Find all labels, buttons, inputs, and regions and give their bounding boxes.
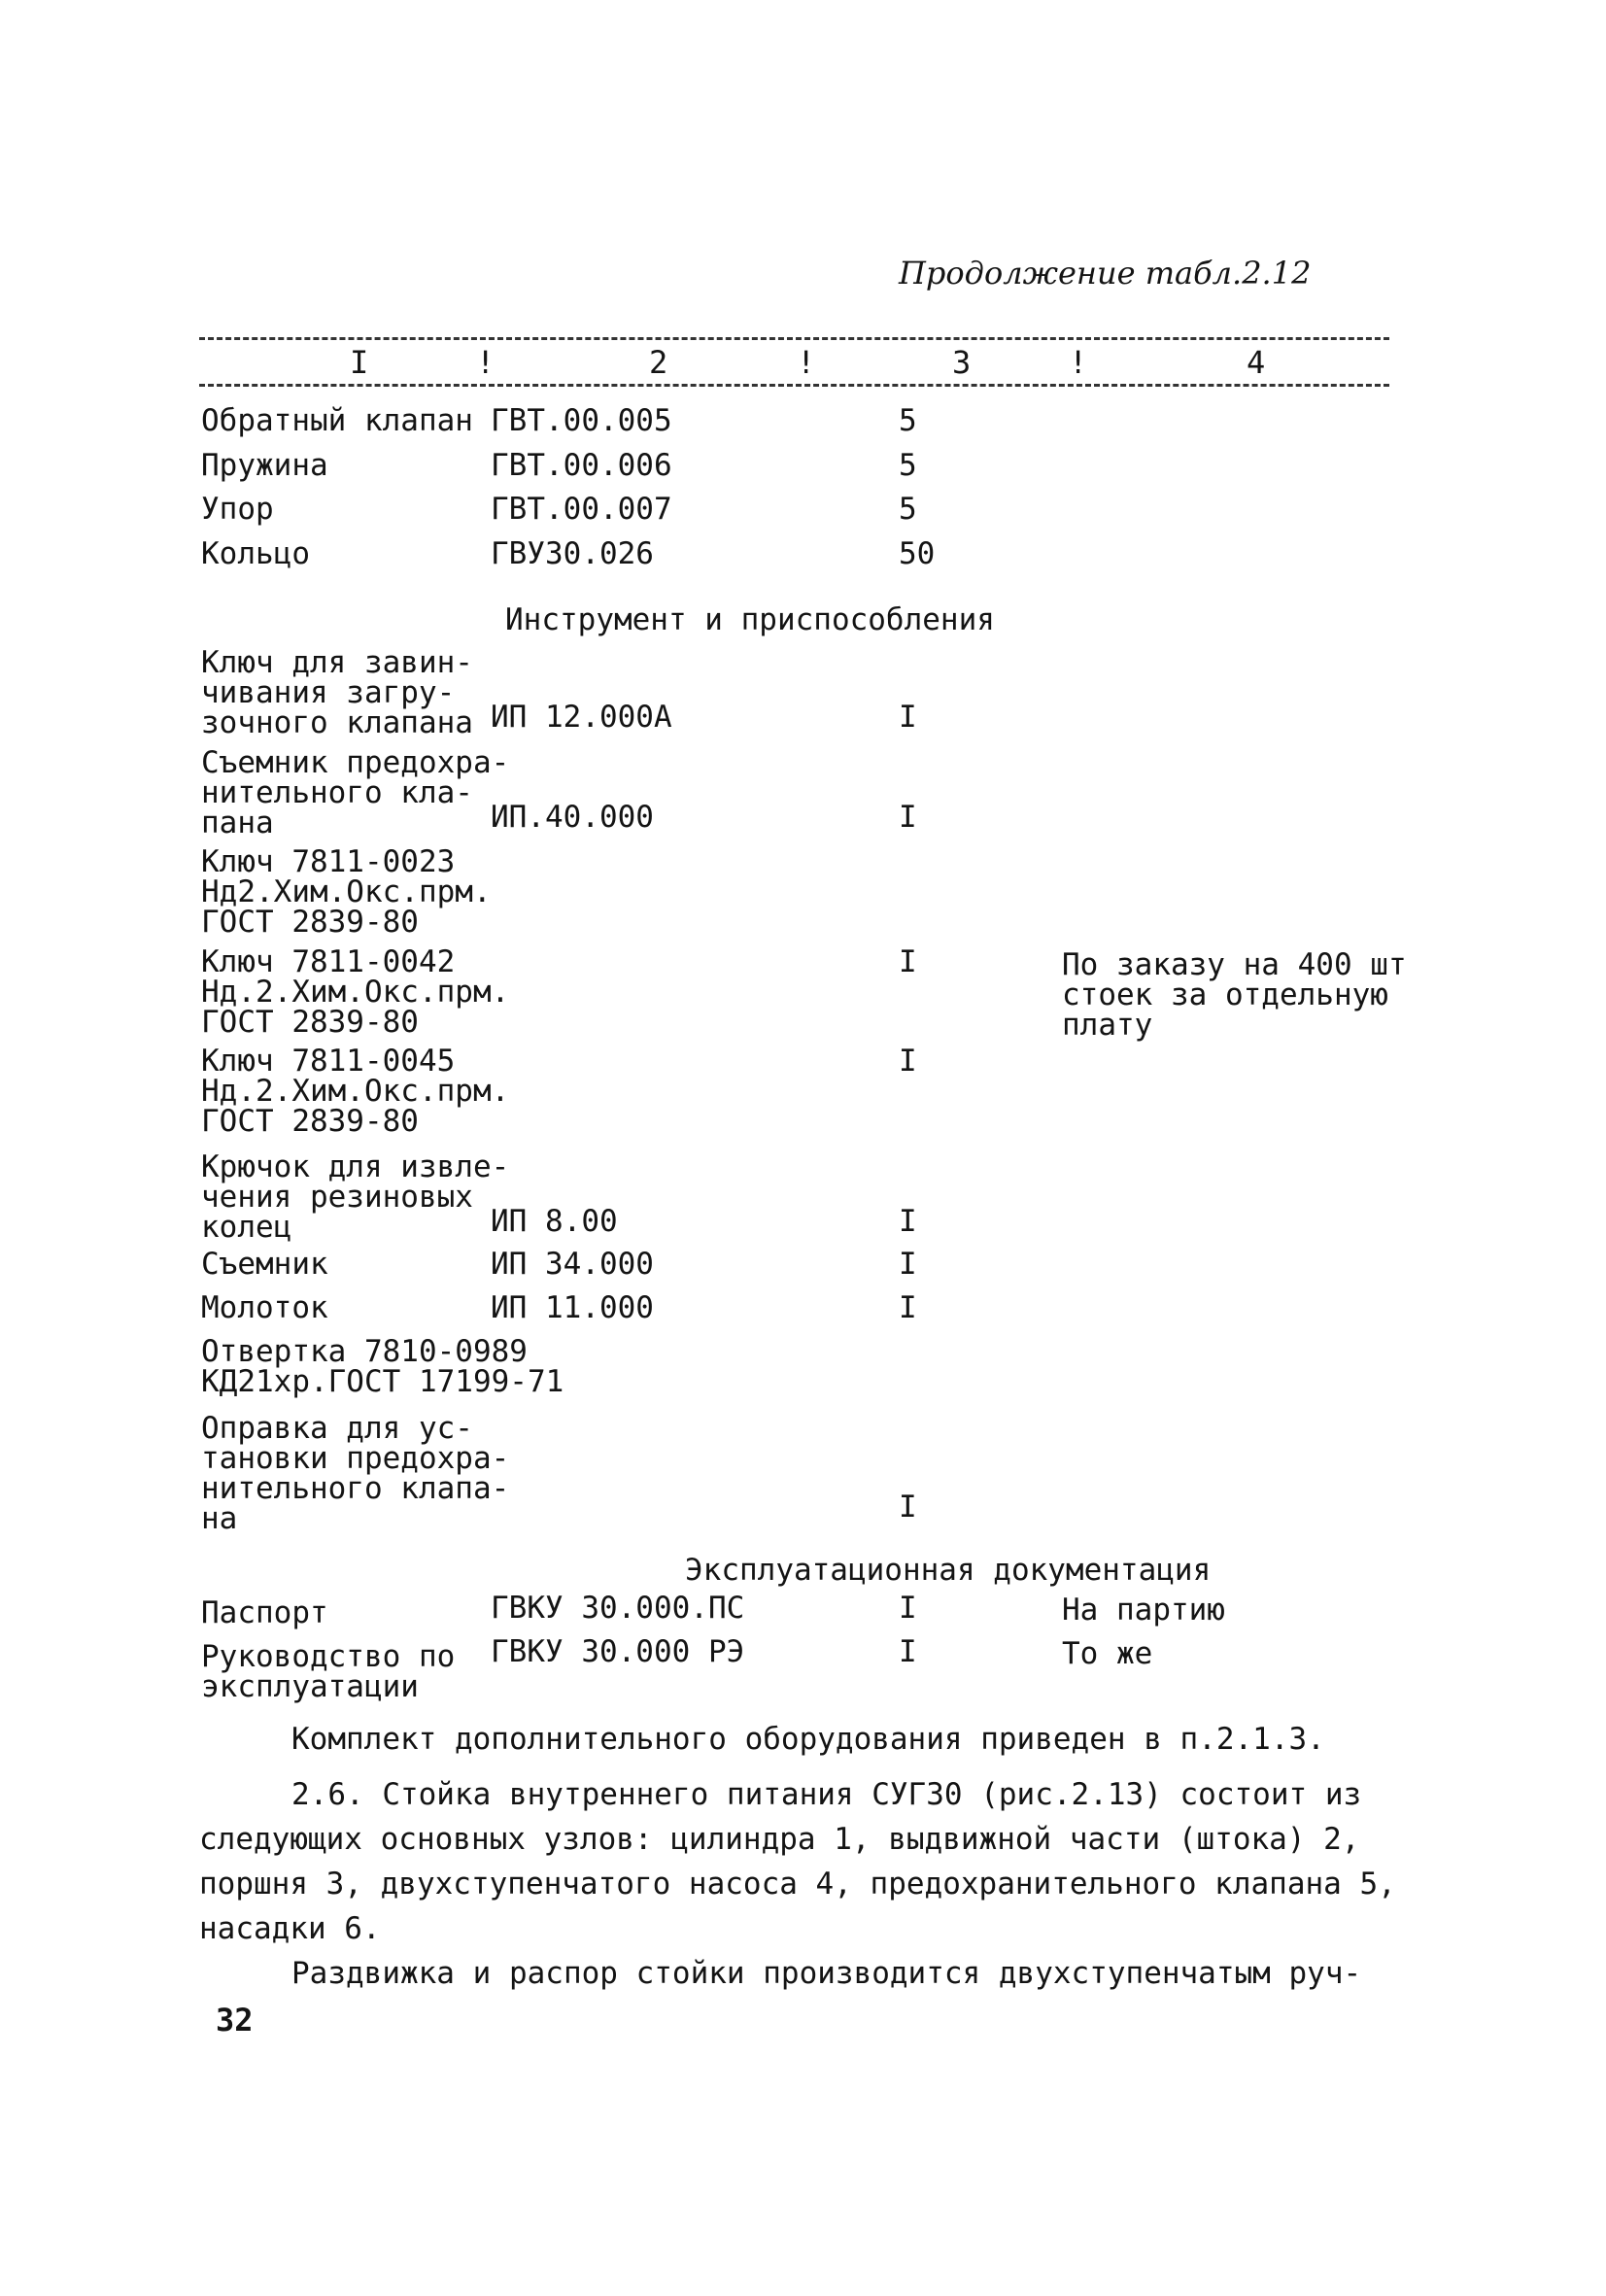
row-qty: I: [899, 1591, 917, 1626]
paragraph: Раздвижка и распор стойки производится двухступенчатым руч-: [291, 1956, 1362, 1991]
col-header-3: 3: [952, 344, 972, 381]
row-qty: 5: [899, 403, 917, 438]
row-code: ГВТ.00.007: [491, 492, 672, 527]
row-name: Съемник: [201, 1247, 328, 1282]
row-qty: I: [899, 1044, 917, 1079]
row-name: Съемник предохра- нительного кла- пана: [201, 745, 510, 840]
row-name: Ключ 7811-0023 Нд2.Хим.Окс.прм. ГОСТ 2839-80: [201, 844, 492, 940]
row-note: На партию: [1062, 1593, 1225, 1628]
row-name: Молоток: [201, 1290, 328, 1325]
paragraph: 2.6. Стойка внутреннего питания СУГ30 (рис.2.13) состоит из следующих основных узлов: цилиндра 1, выдвижной части (штока) 2, поршня 3, двухступенчатого насоса 4, предохранительного клапана 5, насадки 6.: [199, 1777, 1396, 1946]
row-name: Кольцо: [201, 536, 310, 571]
row-code: ИП 8.00: [491, 1204, 618, 1239]
row-code: ИП.40.000: [491, 800, 654, 835]
row-qty: I: [899, 1290, 917, 1325]
row-name: Оправка для ус- тановки предохра- нительного клапа- на: [201, 1411, 510, 1536]
row-code: ГВУ30.026: [491, 536, 654, 571]
row-qty: I: [899, 1634, 917, 1669]
row-qty: 50: [899, 536, 936, 571]
row-qty: 5: [899, 492, 917, 527]
col-separator-1: !: [476, 344, 495, 381]
section-title-docs: Эксплуатационная документация: [685, 1553, 1212, 1588]
continuation-label: Продолжение табл.2.12: [899, 255, 1312, 291]
row-qty: I: [899, 1204, 917, 1239]
row-code: ГВКУ 30.000 РЭ: [491, 1634, 745, 1669]
row-code: ГВТ.00.005: [491, 403, 672, 438]
paragraph: Комплект дополнительного оборудования приведен в п.2.1.3.: [291, 1722, 1325, 1757]
row-code: ИП 34.000: [491, 1247, 654, 1282]
row-name: Крючок для извле- чения резиновых колец: [201, 1149, 510, 1245]
table-top-rule: [199, 337, 1389, 340]
row-name: Руководство по эксплуатации: [201, 1639, 456, 1704]
row-qty: 5: [899, 448, 917, 483]
col-separator-3: !: [1069, 344, 1088, 381]
row-name: Ключ 7811-0045 Нд.2.Хим.Окс.прм. ГОСТ 2839-80: [201, 1044, 510, 1139]
row-name: Обратный клапан: [201, 403, 473, 438]
row-code: ИП 11.000: [491, 1290, 654, 1325]
col-header-4: 4: [1247, 344, 1266, 381]
row-qty: I: [899, 700, 917, 735]
row-qty: I: [899, 1247, 917, 1282]
row-name: Упор: [201, 492, 274, 527]
row-name: Пружина: [201, 448, 328, 483]
col-header-2: 2: [649, 344, 668, 381]
section-title-tools: Инструмент и приспособления: [505, 602, 995, 637]
row-qty: I: [899, 800, 917, 835]
table-header-rule: [199, 384, 1389, 387]
row-note: То же: [1062, 1636, 1153, 1671]
col-header-1: I: [350, 344, 369, 381]
row-note: По заказу на 400 шт стоек за отдельную плату: [1062, 947, 1407, 1043]
row-code: ГВКУ 30.000.ПС: [491, 1591, 745, 1626]
row-code: ИП 12.000А: [491, 700, 672, 735]
page-number: 32: [216, 2002, 254, 2039]
col-separator-2: !: [797, 344, 816, 381]
row-code: ГВТ.00.006: [491, 448, 672, 483]
row-name: Отвертка 7810-0989 КД21хр.ГОСТ 17199-71: [201, 1334, 564, 1399]
row-qty: I: [899, 1490, 917, 1525]
row-qty: I: [899, 944, 917, 979]
row-name: Ключ для завин- чивания загру- зочного клапана: [201, 645, 473, 740]
row-name: Ключ 7811-0042 Нд.2.Хим.Окс.прм. ГОСТ 2839-80: [201, 944, 510, 1040]
row-name: Паспорт: [201, 1595, 328, 1630]
